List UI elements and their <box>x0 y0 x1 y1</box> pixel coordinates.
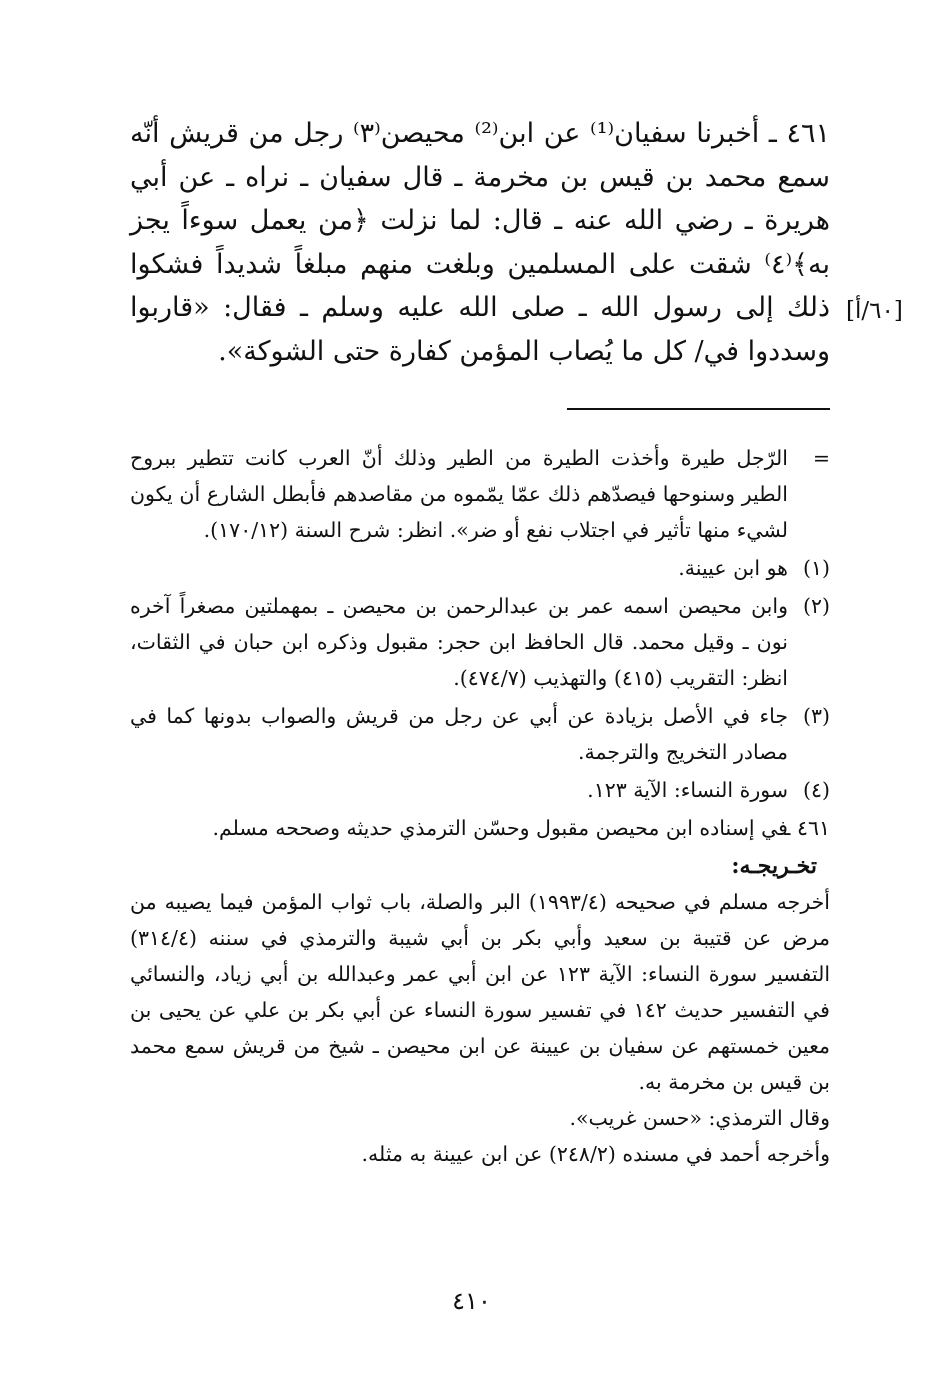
takhrij-heading: تخـريجـه: <box>731 853 817 879</box>
footnote-separator-rule <box>567 408 830 410</box>
hadith-paragraph: ٤٦١ ـ أخبرنا سفيان⁽¹⁾ عن ابن⁽²⁾ محيصن⁽٣⁾ رجل من قريش أنّه سمع محمد بن قيس بن مخرمة ـ قال سفيان ـ نراه ـ عن أبي هريرة ـ رضي الله عنه ـ قال: لما نزلت ﴿من يعمل سوءاً يجز به﴾⁽٤⁾ شقت على المسلمين وبلغت منهم مبلغاً شديداً فشكوا ذلك إلى رسول الله ـ صلى الله عليه وسلم ـ فقال: «قاربوا وسددوا في/ كل ما يُصاب المؤمن كفارة حتى الشوكة». <box>130 118 830 367</box>
continuation-text: الرّجل طيرة وأخذت الطيرة من الطير وذلك أنّ العرب كانت تتطير ببروح الطير وسنوحها فيصدّهم ذلك عمّا يمّموه من مقاصدهم فأبطل الشارع أن يكون لشيء منها تأثير في اجتلاب نفع أو ضر». انظر: شرح السنة (١٧٠/١٢). <box>130 446 788 542</box>
footnote-number: (٢) <box>802 594 830 618</box>
page-number: ٤١٠ <box>452 1287 491 1315</box>
footnote-item <box>130 588 830 696</box>
footnote-text: هو ابن عيينة. <box>678 556 788 580</box>
footnote-continuation <box>130 440 830 548</box>
footnote-text: جاء في الأصل بزيادة عن أبي عن رجل من قريش والصواب بدونها كما في مصادر التخريج والترجمة. <box>130 704 788 764</box>
footnote-item <box>130 698 830 770</box>
footnote-number: (٤) <box>802 778 830 802</box>
hadith-text-block <box>130 112 830 373</box>
footnotes-block <box>130 440 830 1172</box>
takhrij-body: أخرجه مسلم في صحيحه (١٩٩٣/٤) البر والصلة، باب ثواب المؤمن فيما يصيبه من مرض عن قتيبة بن سعيد وأبي بكر بن أبي شيبة والترمذي في سننه (٣١٤/٤) التفسير سورة النساء: الآية ١٢٣ عن ابن أبي عمر وعبدالله بن أبي زياد، والنسائي في التفسير حديث ١٤٢ في تفسير سورة النساء عن أبي بكر بن علي عن يحيى بن معين خمستهم عن سفيان بن عيينة عن ابن محيصن ـ شيخ من قريش سمع محمد بن قيس بن مخرمة به. <box>130 890 831 1094</box>
hadith-note-number: ٤٦١ ـ <box>784 816 830 840</box>
footnote-text: وابن محيصن اسمه عمر بن عبدالرحمن بن محيصن ـ بمهملتين مصغراً آخره نون ـ وقيل محمد. قال الحافظ ابن حجر: مقبول وذكره ابن حبان في الثقات، انظر: التقريب (٤١٥) والتهذيب (٤٧٤/٧). <box>130 594 788 690</box>
footnote-number: (١) <box>802 556 830 580</box>
hadith-note-text: في إسناده ابن محيصن مقبول وحسّن الترمذي حديثه وصححه مسلم. <box>212 816 788 840</box>
footnote-number: (٣) <box>802 704 830 728</box>
manuscript-folio-marker: [٦٠/أ] <box>846 298 903 324</box>
continuation-marker: = <box>812 446 830 470</box>
footnote-text: سورة النساء: الآية ١٢٣. <box>587 778 788 802</box>
footnote-item <box>130 550 830 586</box>
hadith-grading-note <box>130 810 830 846</box>
footnote-item <box>130 772 830 808</box>
ahmad-reference-line: وأخرجه أحمد في مسنده (٢٤٨/٢) عن ابن عيينة به مثله. <box>361 1142 830 1166</box>
tirmidhi-grading-line: وقال الترمذي: «حسن غريب». <box>569 1106 830 1130</box>
